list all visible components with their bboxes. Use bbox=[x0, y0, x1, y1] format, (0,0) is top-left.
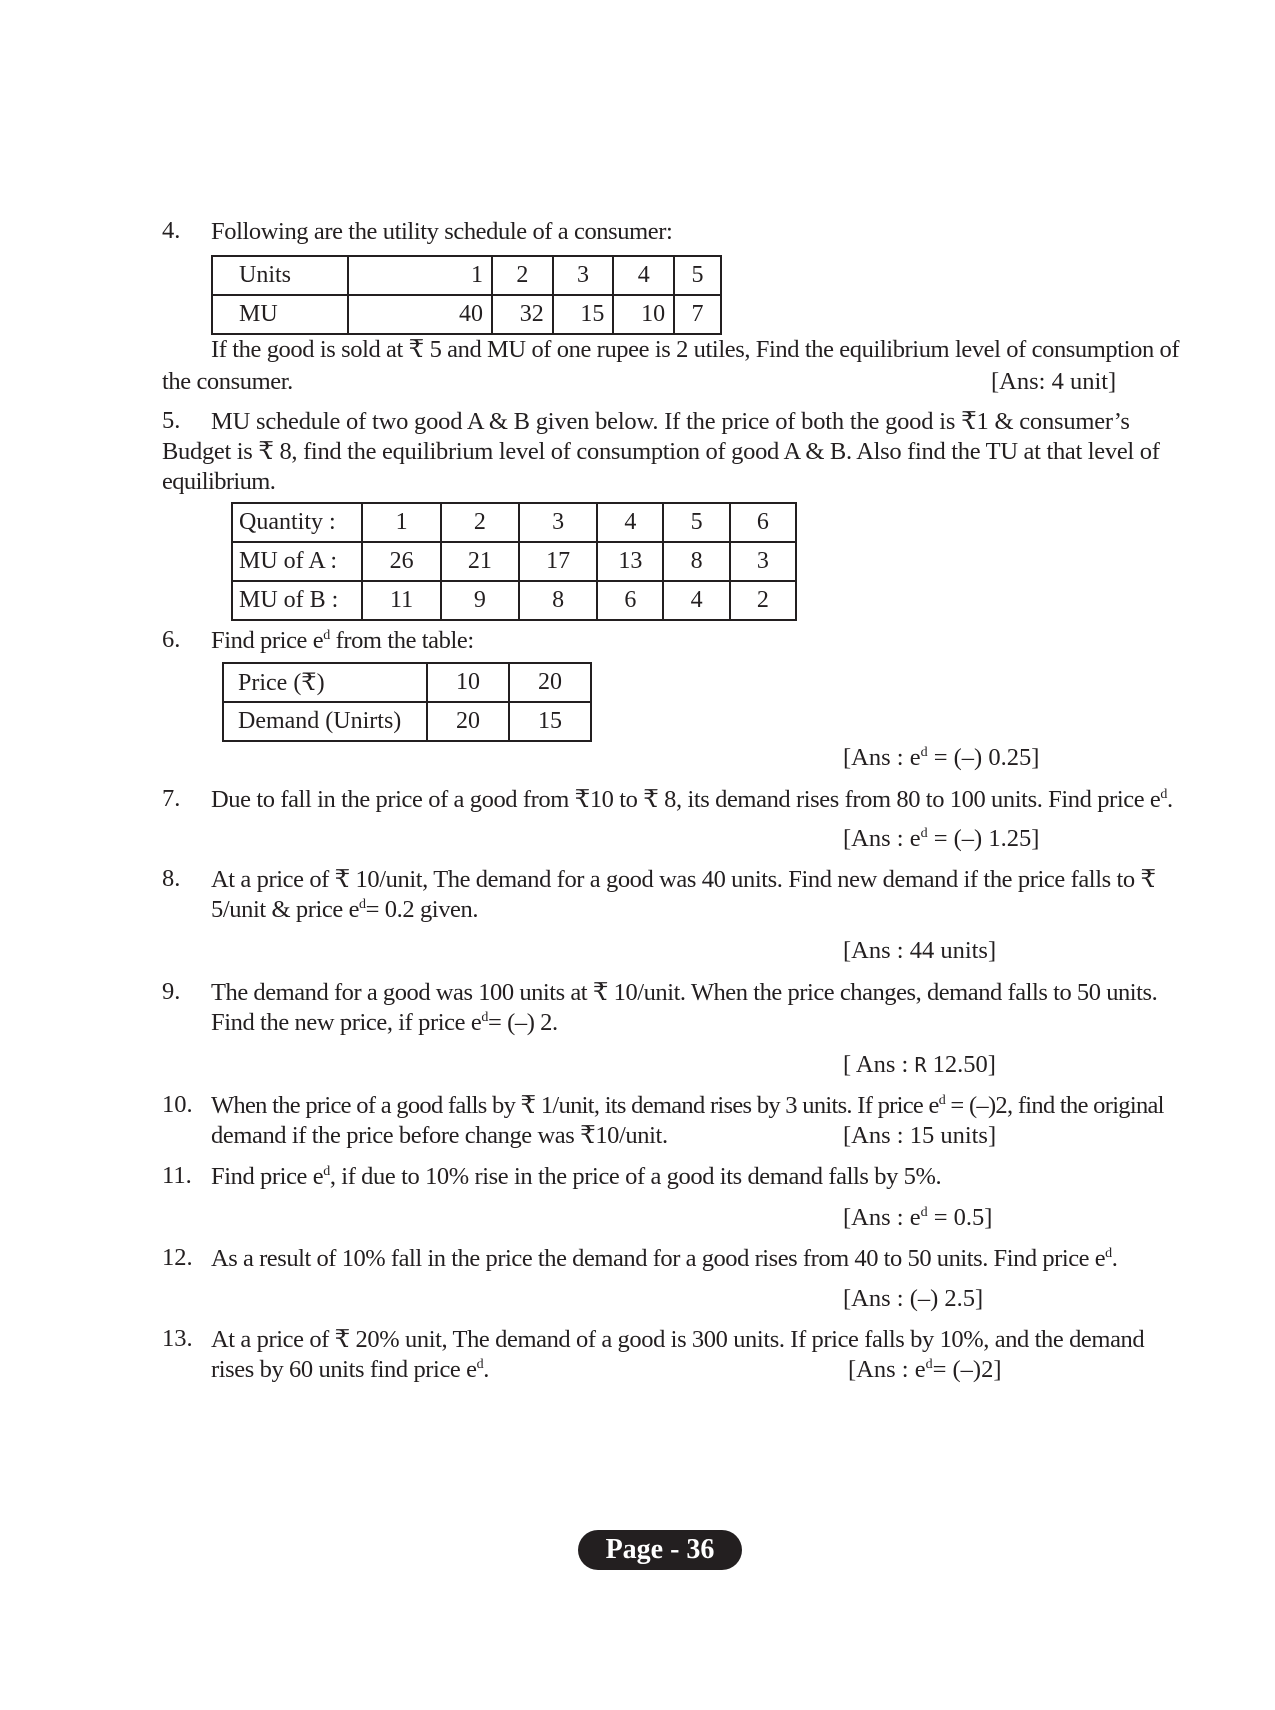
table-cell: 2 bbox=[730, 581, 796, 620]
table-cell: Demand (Unirts) bbox=[223, 702, 427, 741]
table-cell: 4 bbox=[663, 581, 729, 620]
table-cell: 6 bbox=[597, 581, 663, 620]
q7-answer: [Ans : $e^d$ = (–) 1.25] bbox=[843, 825, 1040, 852]
table-cell: MU of B : bbox=[232, 581, 362, 620]
q8-line1: At a price of ₹ 10/unit, The demand for a good was 40 units. Find new demand if the price falls to ₹ bbox=[211, 866, 1156, 893]
table-cell: 9 bbox=[441, 581, 519, 620]
table-cell: 17 bbox=[519, 542, 597, 581]
table-row bbox=[212, 256, 721, 295]
q4-paragraph-line1: If the good is sold at ₹ 5 and MU of one rupee is 2 utiles, Find the equilibrium level of consumption of bbox=[211, 336, 1180, 363]
table-cell: 7 bbox=[674, 295, 721, 334]
table-cell: Units bbox=[212, 256, 348, 295]
q12-text: As a result of 10% fall in the price the demand for a good rises from 40 to 50 units. Find price $e^d$. bbox=[211, 1245, 1118, 1272]
table-cell: 20 bbox=[509, 663, 591, 702]
q6-answer: [Ans : $e^d$ = (–) 0.25] bbox=[843, 744, 1040, 771]
q12-answer: [Ans : (–) 2.5] bbox=[843, 1285, 984, 1312]
q10-answer: [Ans : 15 units] bbox=[843, 1122, 997, 1149]
q11-number: 11. bbox=[162, 1162, 192, 1189]
table-cell: MU of A : bbox=[232, 542, 362, 581]
table-row bbox=[223, 663, 591, 702]
table-cell: 10 bbox=[427, 663, 509, 702]
q6-price-demand-table bbox=[222, 662, 592, 742]
q6-text: Find price $e^d$ from the table: bbox=[211, 627, 474, 654]
q8-number: 8. bbox=[162, 865, 181, 892]
q13-line2: rises by 60 units find price $e^d$. bbox=[211, 1356, 489, 1383]
table-cell: 3 bbox=[553, 256, 614, 295]
table-cell: 1 bbox=[362, 503, 440, 542]
q7-text: Due to fall in the price of a good from ₹10 to ₹ 8, its demand rises from 80 to 100 units. Find price $e^d$. bbox=[211, 786, 1173, 813]
q11-answer: [Ans : $e^d = 0.5$] bbox=[843, 1204, 993, 1231]
table-cell: 3 bbox=[519, 503, 597, 542]
q5-number: 5. bbox=[162, 407, 181, 434]
q4-text: Following are the utility schedule of a consumer: bbox=[211, 218, 673, 245]
table-row bbox=[212, 295, 721, 334]
table-cell: MU bbox=[212, 295, 348, 334]
table-cell: 2 bbox=[492, 256, 553, 295]
table-cell: 10 bbox=[613, 295, 674, 334]
q9-line2: Find the new price, if price $e^d=$ (–) 2. bbox=[211, 1009, 558, 1036]
table-cell: 15 bbox=[553, 295, 614, 334]
table-cell: 4 bbox=[597, 503, 663, 542]
table-cell: 3 bbox=[730, 542, 796, 581]
q7-number: 7. bbox=[162, 785, 181, 812]
q4-utility-table bbox=[211, 255, 722, 335]
table-cell: 2 bbox=[441, 503, 519, 542]
q9-line1: The demand for a good was 100 units at ₹ 10/unit. When the price changes, demand falls to 50 units. bbox=[211, 979, 1158, 1006]
table-cell: 26 bbox=[362, 542, 440, 581]
q12-number: 12. bbox=[162, 1244, 193, 1271]
table-cell: 6 bbox=[730, 503, 796, 542]
q13-answer: [Ans : $e^d= (-)2$] bbox=[848, 1356, 1002, 1383]
q8-line2: 5/unit & price $e^d= 0.2$ given. bbox=[211, 896, 479, 923]
q8-answer: [Ans : 44 units] bbox=[843, 937, 997, 964]
table-cell: 5 bbox=[663, 503, 729, 542]
page-number-badge: Page - 36 bbox=[578, 1530, 742, 1570]
q4-answer: [Ans: 4 unit] bbox=[991, 368, 1117, 395]
q10-line2: demand if the price before change was ₹10/unit. bbox=[211, 1122, 668, 1149]
q6-number: 6. bbox=[162, 626, 181, 653]
table-cell: 13 bbox=[597, 542, 663, 581]
q10-line1: When the price of a good falls by ₹ 1/unit, its demand rises by 3 units. If price $e^d = (-)2$, find the original bbox=[211, 1092, 1164, 1119]
q13-line1: At a price of ₹ 20% unit, The demand of a good is 300 units. If price falls by 10%, and the demand bbox=[211, 1326, 1145, 1353]
q9-answer: [ Ans : R 12.50] bbox=[843, 1051, 996, 1078]
q5-line3: equilibrium. bbox=[162, 468, 276, 495]
table-row bbox=[232, 581, 796, 620]
table-cell: 40 bbox=[348, 295, 492, 334]
table-row bbox=[232, 542, 796, 581]
table-cell: 5 bbox=[674, 256, 721, 295]
q9-number: 9. bbox=[162, 978, 181, 1005]
table-cell: 11 bbox=[362, 581, 440, 620]
table-cell: 32 bbox=[492, 295, 553, 334]
table-cell: 20 bbox=[427, 702, 509, 741]
table-cell: 4 bbox=[613, 256, 674, 295]
table-cell: 1 bbox=[348, 256, 492, 295]
q5-mu-table bbox=[231, 502, 797, 621]
q5-line2: Budget is ₹ 8, find the equilibrium level of consumption of good A & B. Also find the TU at that level of bbox=[162, 438, 1160, 465]
q10-number: 10. bbox=[162, 1091, 193, 1118]
q4-number: 4. bbox=[162, 217, 181, 244]
table-cell: Price (₹) bbox=[223, 663, 427, 702]
table-cell: 8 bbox=[519, 581, 597, 620]
table-cell: Quantity : bbox=[232, 503, 362, 542]
table-cell: 21 bbox=[441, 542, 519, 581]
q13-number: 13. bbox=[162, 1325, 193, 1352]
q4-paragraph-line2: the consumer. bbox=[162, 368, 293, 395]
table-row bbox=[223, 702, 591, 741]
table-cell: 15 bbox=[509, 702, 591, 741]
q5-line1: MU schedule of two good A & B given below. If the price of both the good is ₹1 & consumer’s bbox=[211, 408, 1130, 435]
table-row bbox=[232, 503, 796, 542]
table-cell: 8 bbox=[663, 542, 729, 581]
q11-text: Find price $e^d$, if due to 10% rise in the price of a good its demand falls by 5%. bbox=[211, 1163, 942, 1190]
